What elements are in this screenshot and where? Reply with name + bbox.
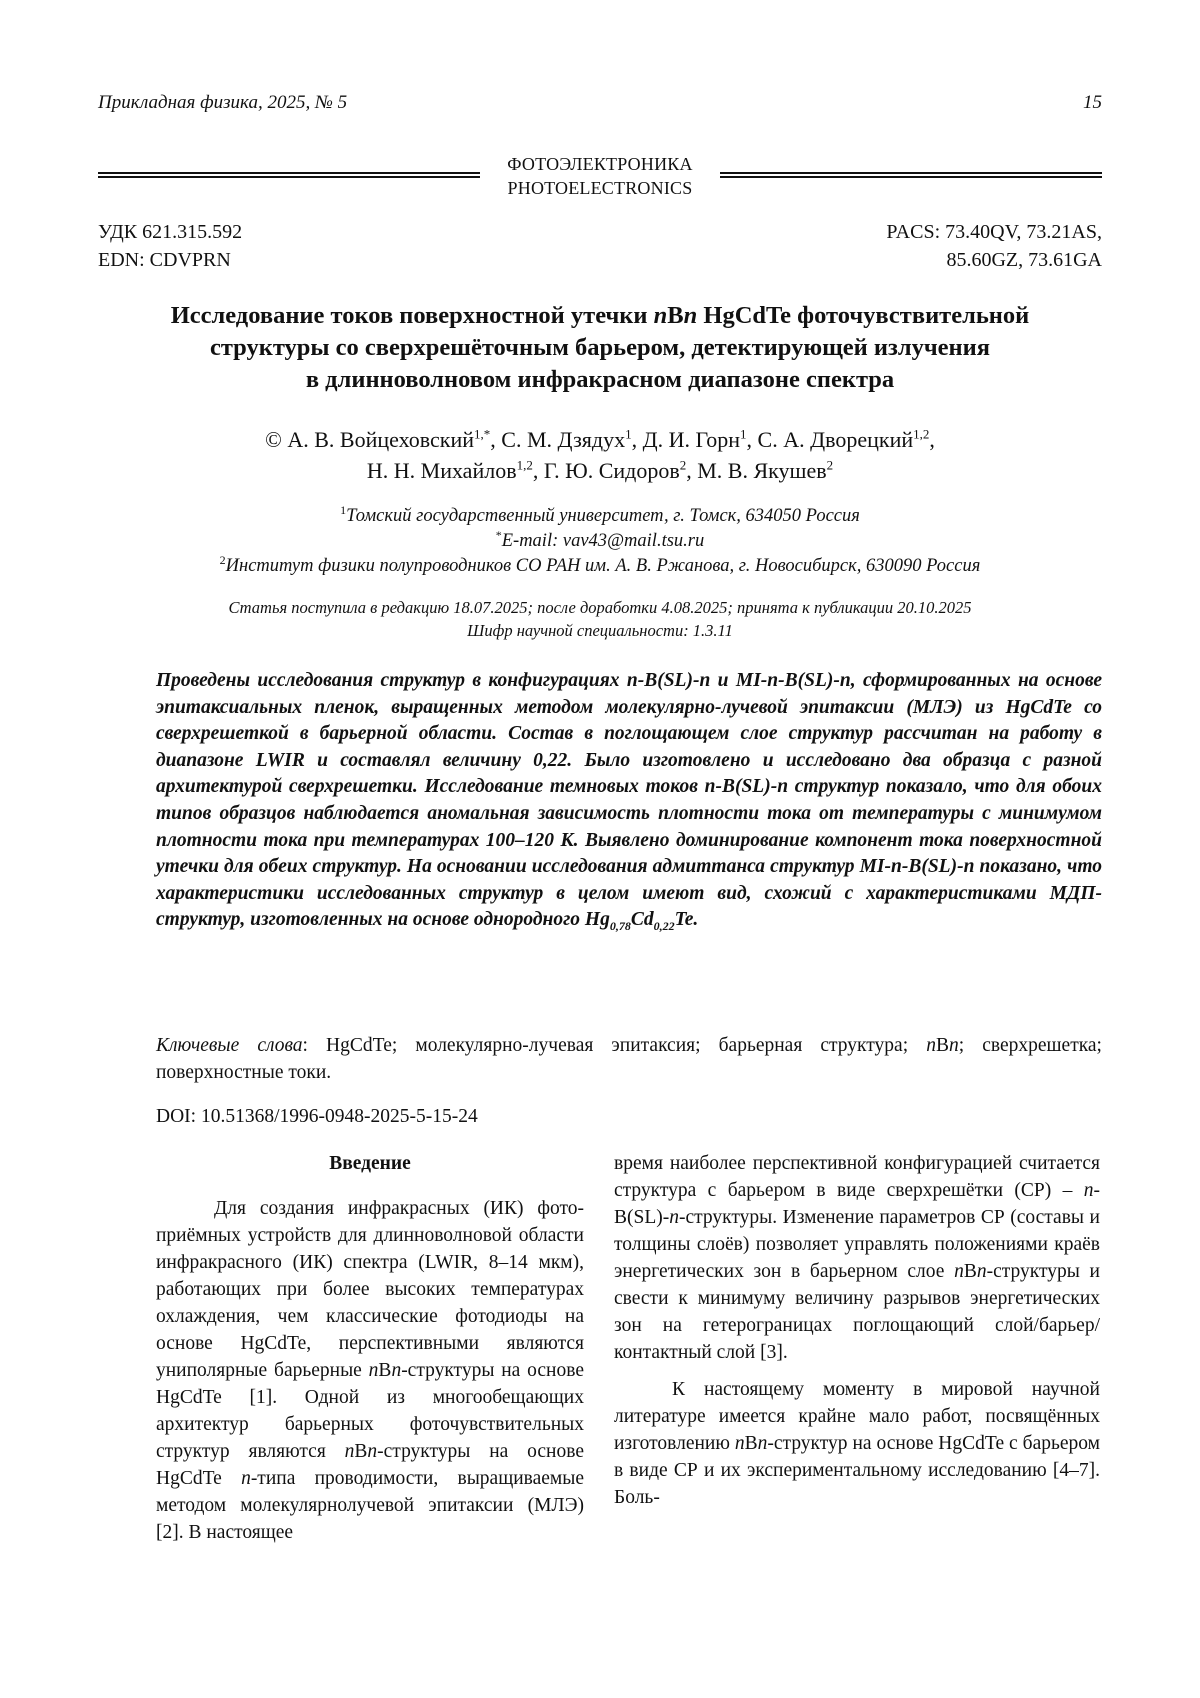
authors-line-2: Н. Н. Михайлов1,2, Г. Ю. Сидоров2, М. В. Якушев2 xyxy=(98,455,1102,486)
intro-paragraph-1-continued: время наиболее перспективной конфигураци­ей считается структура с барьером в виде сверхрешётки (СР) – n-B(SL)-n-структуры. Изменение параметров СР (составы и толщи­ны слоёв) позволяет управлять положениями краёв энергетических зон в барьерном слое nBn-структуры и свести к минимуму величину разрывов энергетических зон на гетерограни­цах поглощающий слой/барьер/контактный слой [3]. xyxy=(614,1150,1100,1366)
keywords-label: Ключевые слова xyxy=(156,1035,303,1056)
edn-code: EDN: CDVPRN xyxy=(98,246,242,274)
section-label-ru: ФОТОЭЛЕКТРОНИКА xyxy=(98,152,1102,176)
page-number: 15 xyxy=(1083,92,1102,114)
codes-left xyxy=(98,218,242,274)
running-head xyxy=(98,92,1102,114)
intro-paragraph-1: Для создания инфракрасных (ИК) фото­приёмных устройств для длинноволновой об­ласти инфракрасного (ИК) спектра (LWIR, 8–14 мкм), работающих при более высоких температурах охлаждения, чем классические фотодиоды на основе HgCdTe, перспектив­ными являются униполярные барьерные nBn-структуры на основе HgCdTe [1]. Одной из многообещающих архитектур барьерных фо­точувствительных структур являются nBn-структуры на основе HgCdTe n-типа проводи­мости, выращиваемые методом молекулярно­лучевой эпитаксии (МЛЭ) [2]. В настоящее xyxy=(156,1195,584,1546)
classification-codes xyxy=(98,218,1102,274)
corresponding-email: *E-mail: vav43@mail.tsu.ru xyxy=(98,529,1102,554)
journal-citation: Прикладная физика, 2025, № 5 xyxy=(98,92,347,114)
authors-line-1: © А. В. Войцеховский1,*, С. М. Дзядух1, Д. И. Горн1, С. А. Дворецкий1,2, xyxy=(98,424,1102,455)
title-line-3: в длинноволновом инфракрасном диапазоне спектра xyxy=(98,364,1102,396)
pacs-line-2: 85.60GZ, 73.61GA xyxy=(886,246,1102,274)
history-dates: Статья поступила в редакцию 18.07.2025; после доработки 4.08.2025; принята к публикации 20.10.2025 xyxy=(98,596,1102,619)
body-column-left xyxy=(156,1150,584,1546)
affiliation-1: 1Томский государственный университет, г. Томск, 634050 Россия xyxy=(98,504,1102,529)
affiliations xyxy=(98,504,1102,579)
doi: DOI: 10.51368/1996-0948-2025-5-15-24 xyxy=(156,1103,478,1130)
codes-right xyxy=(886,218,1102,274)
section-label xyxy=(98,152,1102,200)
specialty-code: Шифр научной специальности: 1.3.11 xyxy=(98,619,1102,642)
intro-heading: Введение xyxy=(156,1150,584,1177)
paper-page xyxy=(0,0,1200,1698)
pacs-line-1: PACS: 73.40QV, 73.21AS, xyxy=(886,218,1102,246)
keywords: Ключевые слова: HgCdTe; молекулярно-лучевая эпитаксия; барьерная структура; nBn; сверхрешетка; поверхностные токи. xyxy=(156,1032,1102,1086)
udk-code: УДК 621.315.592 xyxy=(98,218,242,246)
title-line-1: Исследование токов поверхностной утечки nBn HgCdTe фоточувствительной xyxy=(98,300,1102,332)
received-dates xyxy=(98,596,1102,642)
section-heading xyxy=(98,152,1102,200)
intro-paragraph-2: К настоящему моменту в мировой науч­ной литературе имеется крайне мало работ, посвящённых изготовлению nBn-структур на основе HgCdTe с барьером в виде СР и их экс­периментальному исследованию [4–7]. Боль- xyxy=(614,1376,1100,1511)
affiliation-2: 2Институт физики полупроводников СО РАН им. А. В. Ржанова, г. Новосибирск, 630090 Россия xyxy=(98,554,1102,579)
abstract: Проведены исследования структур в конфигурациях n-B(SL)-n и MI-n-B(SL)-n, сформированных на основе эпитаксиальных пленок, выращенных методом молекулярно-лучевой эпитаксии (МЛЭ) из HgCdTe со сверхрешеткой в барьерной области. Состав в поглощающем слое структур рассчитан на работу в диапазоне LWIR и составлял величину 0,22. Было изготовлено и исследовано два образца с разной архитектурой сверхрешетки. Исследование темновых токов n-B(SL)-n структур показало, что для обоих типов образцов наблюдается аномальная зависимость плотности тока от температуры с минимумом плотности тока при температурах 100–120 К. Выявлено доминирование компонент тока поверхностной утечки для обеих структур. На основании исследования адмиттанса структур MI-n-B(SL)-n показано, что характеристики исследованных структур в целом имеют вид, схожий с характеристиками МДП-структур, изготовленных на основе однородного Hg0,78Cd0,22Te. xyxy=(156,668,1102,934)
article-title xyxy=(98,300,1102,396)
title-line-2: структуры со сверхрешёточным барьером, детектирующей излучения xyxy=(98,332,1102,364)
section-label-en: PHOTOELECTRONICS xyxy=(98,176,1102,200)
author-list xyxy=(98,424,1102,486)
body-column-right xyxy=(614,1150,1100,1511)
